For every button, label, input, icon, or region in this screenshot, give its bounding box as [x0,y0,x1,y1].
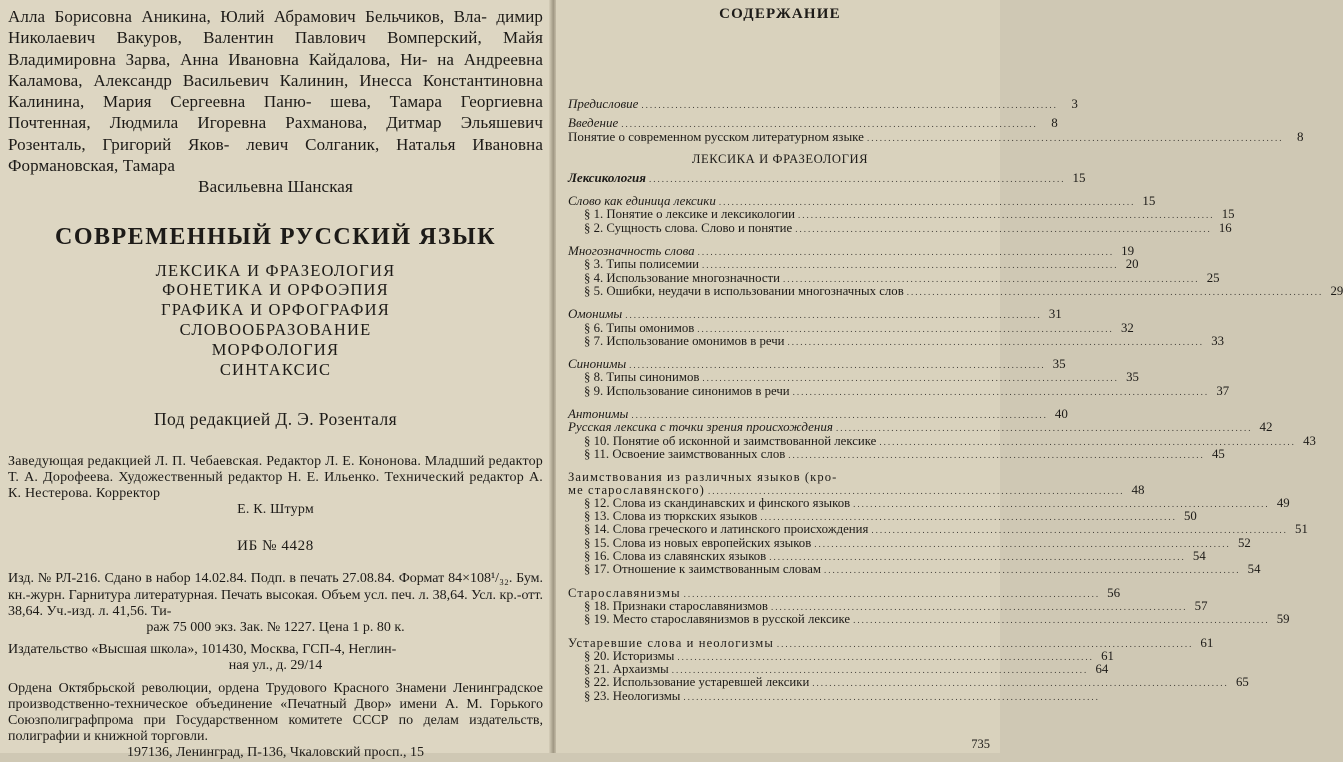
subject-item: МОРФОЛОГИЯ [211,339,340,359]
imprint-line: раж 75 000 экз. Зак. № 1227. Цена 1 р. 80 к. [146,620,405,636]
author-line: левич Солганик, Наталья Ивановна Формановская, Тамара [8,134,544,176]
toc-entry: Слово как единица лексики .................................................................................................. 15 [568,193,1156,209]
toc-section: § 4. Использование многозначности .................................................................................................. 25 [584,270,1220,285]
toc-entry: Введение .................................................................................................. 8 [568,115,1058,131]
author-line: Майя Владимировна Зарва, Анна Ивановна Кайдалова, Ни- [8,28,544,69]
toc-entry: Омонимы .................................................................................................. 31 [568,306,1062,322]
toc-section: § 11. Освоение заимствованных слов .................................................................................................. 45 [584,446,1225,461]
toc-section: § 14. Слова греческого и латинского происхождения .................................................................................................. 51 [584,522,1308,537]
publisher-line: ная ул., д. 29/14 [228,658,323,674]
subject-item: ГРАФИКА И ОРФОГРАФИЯ [161,300,390,320]
author-line: на Андреевна Каламова, Александр Васильевич Калинин, [8,49,543,90]
right-page [556,0,1343,753]
toc-section: § 9. Использование синонимов в речи .................................................................................................. 37 [584,383,1230,398]
author-line: Алла Борисовна Аникина, Юлий Абрамович Бельчиков, Вла- [8,7,488,26]
toc-section: § 7. Использование омонимов в речи .................................................................................................. 33 [584,333,1224,348]
toc-entry: Понятие о современном русском литературном языке .................................................................................................. 8 [568,128,1304,144]
toc-section: § 12. Слова из скандинавских и финского языков .................................................................................................. 49 [584,495,1290,510]
printer-line: Ордена Октябрьской революции, ордена Трудового Красного Знамени [8,680,447,696]
staff-line: Е. К. Штурм [237,502,314,518]
staff-line: Младший редактор Т. А. Дорофеева. Художественный редактор [8,454,544,486]
left-page [0,0,553,761]
toc-section: § 5. Ошибки, неудачи в использовании многозначных слов .................................................................................................. 29 [584,283,1343,298]
publisher-line: Издательство «Высшая школа», 101430, Москва, ГСП-4, Неглин- [8,642,397,658]
staff-credits [8,454,543,518]
toc-entry: Предисловие .................................................................................................. 3 [568,96,1078,111]
printer-line: 197136, Ленинград, П-136, Чкаловский просп., 15 [126,745,425,761]
imprint-details [8,571,543,636]
imprint-line: Объем усл. печ. л. 38,64. Усл. кр.-отт. 38,64. Уч.-изд. л. 41,56. Ти- [8,587,543,619]
staff-line: Заведующая редакцией Л. П. Чебаевская. Редактор Л. Е. Кононова. [8,454,422,470]
printer-line: Ленинградское производственно-техническое объединение «Печатный [8,680,543,712]
printer-line: комитете СССР по делам издательств, полиграфии и книжной торговли. [8,713,543,745]
toc-entry: Лексикология .................................................................................................. 15 [568,169,1086,185]
toc-section: § 22. Использование устаревшей лексики .................................................................................................. 65 [584,675,1249,690]
imprint-line: Изд. № РЛ-216. Сдано в набор 14.02.84. Подп. в печать 27.08.84. Формат [8,571,445,587]
imprint-line: 84×108¹/₃₂. Бум. кн.-журн. Гарнитура литературная. Печать высокая. [8,571,544,603]
toc-entry: ме старославянского) .................................................................................................. 48 [568,481,1145,497]
subjects-list [8,261,543,380]
editor-line: Под редакцией Д. Э. Розенталя [153,409,398,430]
subject-item: ЛЕКСИКА И ФРАЗЕОЛОГИЯ [155,260,396,280]
subject-item: СЛОВООБРАЗОВАНИЕ [179,320,372,340]
ib-number: ИБ № 4428 [237,538,314,555]
toc-section: § 3. Типы полисемии .................................................................................................. 20 [584,257,1139,272]
toc-section: § 1. Понятие о лексике и лексикологии .................................................................................................. 15 [584,207,1235,222]
part-heading: ЛЕКСИКА И ФРАЗЕОЛОГИЯ [691,151,869,166]
toc-entry: Устаревшие слова и неологизмы .................................................................................................. 61 [568,634,1214,650]
toc-section: § 18. Признаки старославянизмов .................................................................................................. 57 [584,598,1208,613]
toc-entry: Русская лексика с точки зрения происхождения .................................................................................................. 42 [568,419,1273,435]
toc-section: § 2. Сущность слова. Слово и понятие .................................................................................................. 16 [584,220,1232,235]
publisher-info [8,642,543,674]
book-title: СОВРЕМЕННЫЙ РУССКИЙ ЯЗЫК [55,223,496,250]
contents-title: СОДЕРЖАНИЕ [719,6,841,22]
author-line: димир Николаевич Вакуров, Валентин Павлович Вомперский, [8,7,543,48]
toc-entry-heading: Заимствования из различных языков (кро- [568,470,838,485]
toc-section: § 6. Типы омонимов .................................................................................................. 32 [584,320,1134,335]
toc-section: § 17. Отношение к заимствованным словам .................................................................................................. 54 [584,562,1261,577]
toc-section: § 21. Архаизмы .................................................................................................. 64 [584,662,1109,677]
toc-entry: Синонимы .................................................................................................. 35 [568,356,1066,372]
toc-section: § 23. Неологизмы .................................................................................................. [584,688,1100,703]
toc-section: § 10. Понятие об исконной и заимствованной лексике .................................................................................................. 43 [584,433,1316,448]
toc-section: § 15. Слова из новых европейских языков .................................................................................................. 52 [584,535,1251,550]
toc-entry: Старославянизмы .................................................................................................. 56 [568,584,1121,600]
author-line: Васильевна Шанская [198,177,353,197]
printer-info [8,681,543,762]
subject-item: ФОНЕТИКА И ОРФОЭПИЯ [162,280,389,300]
table-of-contents [568,96,1343,703]
author-line: Рахманова, Дитмар Эльяшевич Розенталь, Григорий Яков- [8,113,543,154]
toc-section: § 13. Слова из тюркских языков .................................................................................................. 50 [584,509,1197,524]
toc-entry: Многозначность слова .................................................................................................. 19 [568,243,1135,259]
author-line: шева, Тамара Георгиевна Почтенная, Людмила Игоревна [8,92,544,133]
author-line: Инесса Константиновна Калинина, Мария Сергеевна Паню- [8,70,543,112]
toc-section: § 20. Историзмы .................................................................................................. 61 [584,648,1114,663]
page-number: 735 [971,737,990,751]
printer-line: Двор» имени А. М. Горького Союзполиграфпрома при Государственном [8,696,544,729]
staff-line: Н. Е. Ильенко. Технический редактор А. К. Нестерова. Корректор [8,470,543,502]
subject-item: СИНТАКСИС [219,359,332,379]
toc-section: § 19. Место старославянизмов в русской лексике .................................................................................................. 59 [584,612,1290,627]
toc-section: § 8. Типы синонимов .................................................................................................. 35 [584,370,1139,385]
toc-section: § 16. Слова из славянских языков .................................................................................................. 54 [584,549,1206,564]
authors-list [8,6,543,198]
toc-entry: Антонимы .................................................................................................. 40 [568,406,1068,422]
